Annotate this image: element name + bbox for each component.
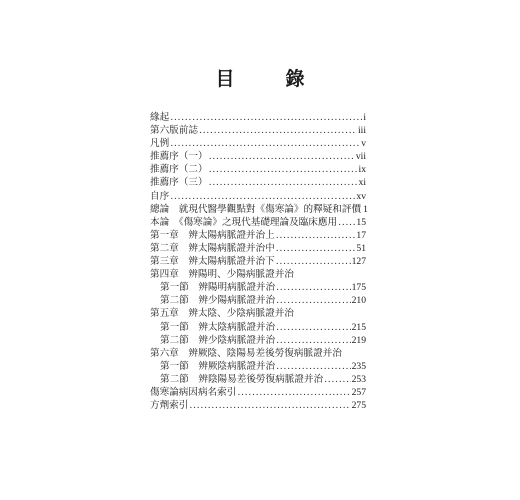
- toc-entry: [150, 347, 366, 360]
- toc-entry-page-number: 17: [356, 229, 366, 241]
- toc-entry-page-number: 253: [351, 373, 366, 385]
- toc-entry: [150, 163, 366, 176]
- toc-entry: [150, 176, 366, 189]
- toc-entry: [150, 255, 366, 268]
- toc-entry: [150, 307, 366, 320]
- toc-entry-label: 第六版前誌: [150, 125, 198, 137]
- toc-entry-label: 方劑索引: [150, 400, 189, 412]
- toc-entry-label: 第二節 辨陰陽易差後勞復病脈證并治: [160, 373, 324, 385]
- toc-entry-label: 推薦序（三）: [150, 177, 208, 189]
- toc-dot-leader: [276, 242, 356, 255]
- toc-dot-leader: [276, 294, 350, 307]
- toc-entry: [150, 373, 366, 386]
- toc-entry-label: 第一節 辨太陰病脈證并治: [160, 321, 276, 333]
- toc-entry: [150, 229, 366, 242]
- toc-dot-leader: [276, 229, 356, 242]
- toc-entry: [150, 281, 366, 294]
- toc-entry-page-number: vii: [355, 151, 366, 163]
- toc-dot-leader: [237, 386, 350, 399]
- toc-entry-page-number: 51: [356, 242, 366, 254]
- toc-entry-page-number: xi: [358, 177, 366, 189]
- toc-entry: [150, 321, 366, 334]
- toc-entry-label: 自序: [150, 190, 170, 202]
- toc-entry-page-number: ix: [358, 164, 366, 176]
- toc-dot-leader: [276, 334, 350, 347]
- page-title: 目 錄: [215, 68, 321, 90]
- toc-entry-page-number: xv: [356, 190, 366, 202]
- toc-entry: [150, 216, 366, 229]
- toc-entry: [150, 386, 366, 399]
- toc-dot-leader: [170, 137, 360, 150]
- toc-entry-page-number: 235: [351, 360, 366, 372]
- toc-entry: [150, 268, 366, 281]
- toc-entry-page-number: 15: [356, 216, 366, 228]
- toc-entry-label: 第三章 辨太陽病脈證并治下: [150, 256, 275, 268]
- toc-entry-page-number: iii: [358, 125, 366, 137]
- toc-entry-label: 第一節 辨厥陰病脈證并治: [160, 360, 276, 372]
- toc-entry-page-number: 175: [351, 282, 366, 294]
- toc-entry-page-number: 219: [351, 334, 366, 346]
- toc-dot-leader: [189, 399, 350, 412]
- toc-entry-label: 第二章 辨太陽病脈證并治中: [150, 242, 275, 254]
- toc-entry-label: 第六章 辨厥陰、陰陽易差後勞復病脈證并治: [150, 347, 342, 359]
- toc-entry-page-number: 215: [351, 321, 366, 333]
- toc-entry-page-number: v: [361, 138, 366, 150]
- toc-entry-page-number: i: [363, 112, 366, 123]
- toc-dot-leader: [170, 111, 362, 124]
- toc-dot-leader: [324, 373, 351, 386]
- toc-entry-label: 第一節 辨陽明病脈證并治: [160, 282, 276, 294]
- toc-dot-leader: [209, 176, 358, 189]
- toc-entry-page-number: 275: [351, 400, 366, 412]
- toc-entry: [150, 242, 366, 255]
- toc-entry-label: 第五章 辨太陰、少陰病脈證并治: [150, 308, 294, 320]
- toc-entry: [150, 294, 366, 307]
- toc-entry-label: 總論 就現代醫學觀點對《傷寒論》的釋疑和評價: [150, 203, 362, 215]
- toc-dot-leader: [338, 216, 355, 229]
- toc-dot-leader: [170, 190, 355, 203]
- toc-dot-leader: [276, 360, 350, 373]
- toc-entry: [150, 203, 366, 216]
- toc-entry: [150, 137, 366, 150]
- toc-entry-label: 第四章 辨陽明、少陽病脈證并治: [150, 269, 294, 281]
- toc-dot-leader: [276, 281, 350, 294]
- toc-entry-label: 凡例: [150, 138, 170, 150]
- toc-dot-leader: [276, 321, 350, 334]
- toc-entry-label: 本論 《傷寒論》之現代基礎理論及臨床應用: [150, 216, 338, 228]
- toc-entry-label: 第一章 辨太陽病脈證并治上: [150, 229, 275, 241]
- toc-entry-page-number: 127: [351, 256, 366, 268]
- toc-entry-page-number: 210: [351, 295, 366, 307]
- toc-dot-leader: [209, 150, 355, 163]
- toc-entry: [150, 124, 366, 137]
- toc-entry-page-number: 1: [363, 203, 368, 215]
- toc-entry-page-number: 257: [351, 386, 366, 398]
- toc-dot-leader: [199, 124, 357, 137]
- toc-entry: [150, 190, 366, 203]
- toc-entry-label: 推薦序（一）: [150, 151, 208, 163]
- toc-entry: [150, 334, 366, 347]
- toc-entry-label: 第二節 辨少陰病脈證并治: [160, 334, 276, 346]
- toc-entry: [150, 111, 366, 124]
- toc-entry: [150, 360, 366, 373]
- table-of-contents: [150, 111, 366, 412]
- toc-entry-label: 傷寒論病因病名索引: [150, 386, 237, 398]
- toc-dot-leader: [209, 163, 358, 176]
- toc-entry: [150, 150, 366, 163]
- toc-entry-label: 緣起: [150, 112, 170, 123]
- toc-entry-label: 第二節 辨少陽病脈證并治: [160, 295, 276, 307]
- toc-entry: [150, 399, 366, 412]
- toc-dot-leader: [276, 255, 351, 268]
- toc-entry-label: 推薦序（二）: [150, 164, 208, 176]
